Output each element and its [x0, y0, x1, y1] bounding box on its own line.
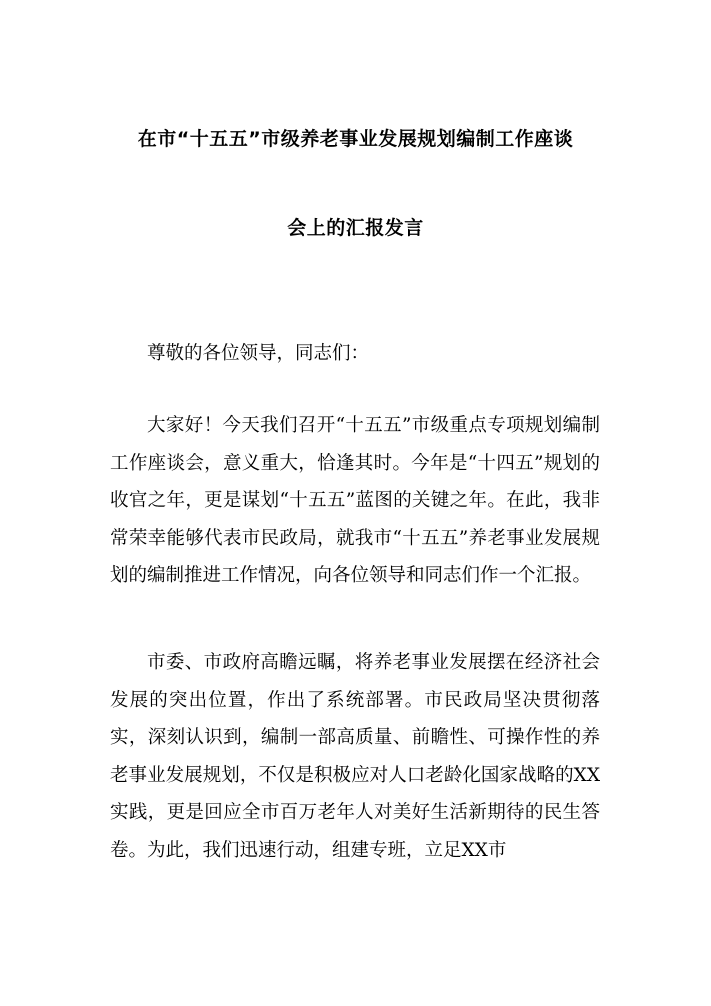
salutation: 尊敬的各位领导，同志们：: [147, 343, 370, 364]
document-title-line-2: 会上的汇报发言: [287, 217, 424, 239]
document-title-line-1: 在市“十五五”市级养老事业发展规划编制工作座谈: [137, 128, 574, 150]
paragraph-background: 市委、市政府高瞻远瞩，将养老事业发展摆在经济社会发展的突出位置，作出了系统部署。市民政局坚决贯彻落实，深刻认识到，编制一部高质量、前瞻性、可操作性的养老事业发展规划，不仅是积极应对人口老龄化国家战略的XX实践，更是回应全市百万老年人对美好生活新期待的民生答卷。为此，我们迅速行动，组建专班，立足XX市: [110, 652, 600, 861]
paragraph-opening: 大家好！今天我们召开“十五五”市级重点专项规划编制工作座谈会，意义重大，恰逢其时。今年是“十四五”规划的收官之年，更是谋划“十五五”蓝图的关键之年。在此，我非常荣幸能够代表市民政局，就我市“十五五”养老事业发展规划的编制推进工作情况，向各位领导和同志们作一个汇报。: [110, 415, 600, 586]
